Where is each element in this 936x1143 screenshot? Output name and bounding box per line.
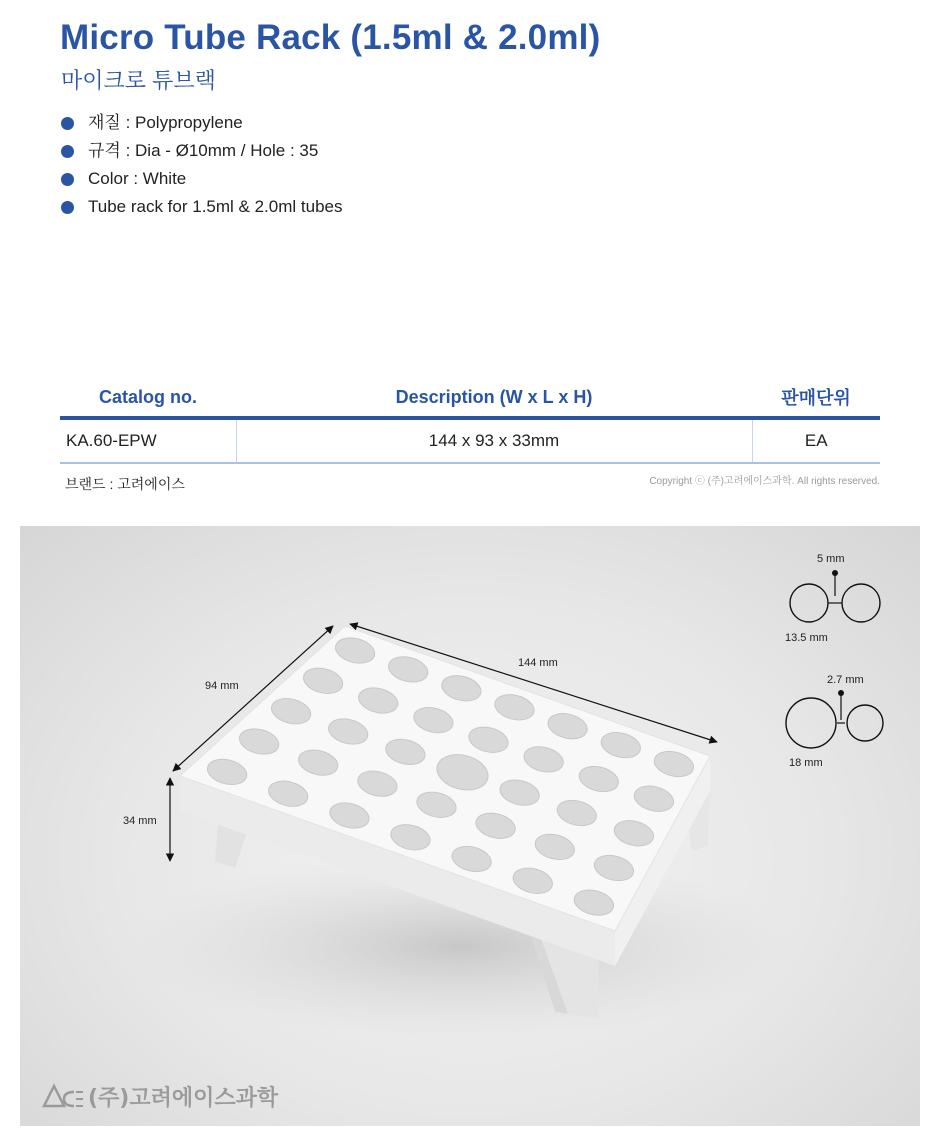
- company-logo: [44, 1085, 279, 1111]
- bullet-icon: [61, 173, 74, 186]
- rack-illustration: [20, 526, 920, 1126]
- description-cell: 144 x 93 x 33mm: [236, 418, 752, 463]
- bullet-icon: [61, 117, 74, 130]
- hole-circle: [842, 584, 880, 622]
- small-hole-label: 13.5 mm: [785, 632, 828, 644]
- height-label: 34 mm: [123, 815, 157, 827]
- spec-list: [61, 112, 342, 224]
- spec-item: [61, 196, 342, 224]
- sales-unit-header: 판매단위: [752, 378, 880, 418]
- spec-item: [61, 140, 342, 168]
- product-subtitle: 마이크로 튜브랙: [61, 68, 216, 93]
- large-gap-label: 2.7 mm: [827, 674, 864, 686]
- hole-circle: [847, 705, 883, 741]
- table-header-row: [60, 378, 880, 418]
- product-photo: [20, 526, 920, 1126]
- length-label: 144 mm: [518, 657, 558, 669]
- table-row: [60, 418, 880, 463]
- catalog-no-header: Catalog no.: [60, 378, 236, 418]
- spec-item: [61, 168, 342, 196]
- bullet-icon: [61, 201, 74, 214]
- spec-text: 재질 : Polypropylene: [88, 113, 243, 132]
- large-hole-label: 18 mm: [789, 757, 823, 769]
- sales-unit-cell: EA: [752, 418, 880, 463]
- width-label: 94 mm: [205, 680, 239, 692]
- large-hole-diagram: [786, 674, 883, 769]
- copyright-text: Copyright ⓒ (주)고려에이스과학. All rights reserved.: [649, 476, 880, 487]
- hole-circle: [786, 698, 836, 748]
- catalog-table: [60, 378, 880, 464]
- spec-text: Tube rack for 1.5ml & 2.0ml tubes: [88, 197, 343, 216]
- logo-mark-icon: [44, 1086, 64, 1106]
- product-title: Micro Tube Rack (1.5ml & 2.0ml): [60, 18, 601, 57]
- spec-text: 규격 : Dia - Ø10mm / Hole : 35: [88, 141, 319, 160]
- catalog-no-cell: KA.60-EPW: [60, 418, 236, 463]
- brand-label: 브랜드 : 고려에이스: [65, 476, 185, 492]
- small-gap-label: 5 mm: [817, 553, 845, 565]
- spec-item: [61, 112, 342, 140]
- hole-circle: [790, 584, 828, 622]
- description-header: Description (W x L x H): [236, 378, 752, 418]
- logo-text: (주)고려에이스과학: [88, 1086, 279, 1111]
- spec-text: Color : White: [88, 169, 187, 188]
- bullet-icon: [61, 145, 74, 158]
- small-hole-diagram: [785, 553, 880, 644]
